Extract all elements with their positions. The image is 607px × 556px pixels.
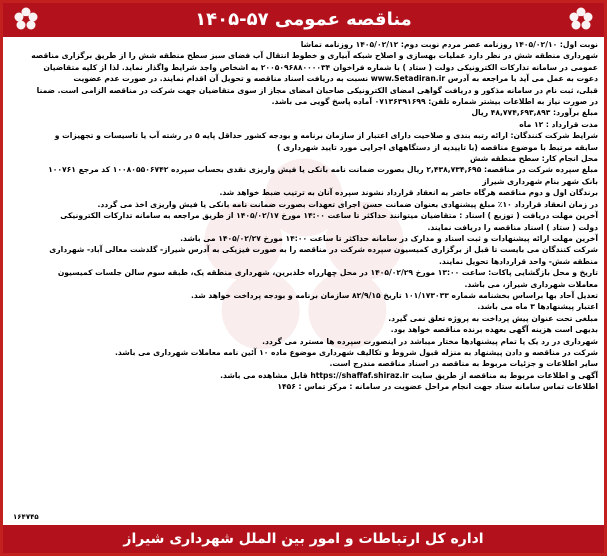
notice-line: تاریخ و محل بازگشایی پاکات: ساعت ۱۳:۰۰ مورخ ۱۴۰۵/۰۲/۲۹ در محل چهارراه خلدبرین، شهرداری منطقه یک، طبقه سوم سالن جلسات کمیسیون (57, 268, 598, 278)
notice-header (3, 3, 604, 37)
notice-line: مبلغ برآورد: ۴۸,۷۷۴,۶۹۳,۸۹۳ ریال (471, 108, 598, 118)
notice-title: مناقصه عمومی ۵۷-۱۴۰۵ (195, 9, 412, 30)
notice-line: دولت ( ستاد ) اسناد مناقصه را دریافت نمایند. (427, 222, 598, 232)
shiraz-municipality-logo-left (11, 6, 41, 34)
notice-line: شرکت در مناقصه و دادن پیشنهاد به منزله قبول شروط و تکالیف شهرداری موضوع ماده ۱۰ آئین نامه معاملات شهرداری می باشد. (115, 347, 598, 357)
notice-line: در زمان انعقاد قرارداد ۱۰٪ مبلغ پیشنهادی بعنوان ضمانت حسن اجرای تعهدات بصورت ضمانت نامه بانکی یا فیش واریزی اخذ می گردد. (97, 199, 598, 209)
notice-line: معاملات شهرداری شیراز، می باشد. (464, 279, 598, 289)
flower-logo-icon (11, 6, 41, 34)
notice-line: برندگان اول و دوم مناقصه هرگاه حاضر به انعقاد قرارداد نشوند سپرده آنان به ترتیب ضبط خواهد شد. (219, 188, 598, 198)
notice-line: شرایط شرکت کنندگان: ارائه رتبه بندی و صلاحیت دارای اعتبار از سازمان برنامه و بودجه کشور حداقل پایه ۵ در رشته آب یا تاسیسات و تجهیزات و (54, 131, 598, 141)
notice-line: اعتبار پیشنهادها ۳ ماه می باشد. (477, 302, 598, 312)
notice-line: شهرداری منطقه شش در نظر دارد عملیات بهسازی و اصلاح شبکه آبیاری و خطوط انتقال آب فضای سبز سطح منطقه شش را از طریق برگزاری مناقصه (31, 51, 598, 61)
notice-line: قبلی، ثبت نام در سامانه مذکور و دریافت گواهی امضای الکترونیکی صاحبان امضای مجاز از سوی متقاضیان جهت شرکت در مناقصه الزامی است. ضمنا (36, 85, 598, 95)
notice-line: عمومی در سامانه تدارکات الکترونیکی دولت ( ستاد ) با شماره فراخوان ۲۰۰۵۰۹۶۸۸۰۰۰۰۳۴ به اشخاص واجد شرایط واگذار نماید. لذا از کلیه متقاضیان (43, 62, 598, 72)
notice-line: بدیهی است هزینه آگهی بعهده برنده مناقصه خواهد بود. (390, 325, 598, 335)
notice-line: مبلغی تحت عنوان پیش پرداخت به پروژه تعلق نمی گیرد. (388, 313, 598, 323)
notice-footer (3, 525, 604, 553)
notice-line: بانک شهر بنام شهرداری شیراز (482, 176, 598, 186)
flower-logo-icon (566, 6, 596, 34)
notice-line: در صورت نیاز به اطلاعات بیشتر شماره تلفن: ۰۷۱۳۶۳۹۱۶۹۹ آماده پاسخ گویی می باشد. (271, 97, 598, 107)
notice-line: اطلاعات تماس سامانه ستاد جهت انجام مراحل عضویت در سامانه : مرکز تماس : ۱۴۵۶ (277, 382, 598, 392)
notice-body (9, 39, 598, 523)
issuer-name: اداره کل ارتباطات و امور بین الملل شهرداری شیراز (123, 531, 484, 547)
notice-line: مدت قرارداد : ۱۲ ماه (519, 119, 598, 129)
notice-line: سایر اطلاعات و جزئیات مربوط به مناقصه در اسناد مناقصه مندرج است. (329, 359, 598, 369)
shiraz-municipality-logo-right (566, 6, 596, 34)
notice-line: مبلغ سپرده شرکت در مناقصه: ۲,۴۳۸,۷۳۴,۶۹۵ ریال بصورت ضمانت نامه بانکی یا فیش واریزی نقدی بحساب سپرده ۱۰۰۸۰۵۵۰۶۷۴۲ کد مرجع ۱۰۰۷۶۱ (48, 165, 598, 175)
notice-line: آخرین مهلت دریافت ( توزیع ) اسناد : متقاضیان میتوانند حداکثر تا ساعت ۱۴:۰۰ مورخ ۱۴۰۵/۰۲/۱۷ از طریق مراجعه به سامانه تدارکات الکترونیکی (60, 211, 598, 221)
notice-line: محل انجام کار: سطح منطقه شش (470, 154, 598, 164)
notice-line: شهرداری در رد یک یا تمام پیشنهادها مختار میباشد در اینصورت سپرده ها مسترد می گردد. (262, 336, 598, 346)
ad-code: ۱۶۴۷۴۵ (13, 513, 39, 521)
notice-line: شرکت کنندگان می بایست تا قبل از برگزاری کمیسیون سپرده شرکت در مناقصه را به صورت فیزیکی به آدرس شیراز- گلدشت معالی آباد- شهرداری (49, 245, 598, 255)
notice-line: منطقه شش- واحد قراردادها تحویل نمایند. (439, 256, 598, 266)
notice-line[interactable]: دعوت به عمل می آید با مراجعه به آدرس www.Setadiran.ir نسبت به دریافت اسناد مناقصه و تحویل آن اقدام نمایند. در صورت عدم عضویت (73, 74, 598, 84)
notice-line: سابقه مرتبط با موضوع مناقصه (با تاییدیه از دستگاههای اجرایی مورد تایید شهرداری ) (277, 142, 598, 152)
notice-line: تعدیل آحاد بها براساس بخشنامه شماره ۱۰۱/۱۷۳۰۳۳ تاریخ ۸۲/۹/۱۵ سازمان برنامه و بودجه پرداخت خواهد شد. (191, 290, 598, 300)
notice-line[interactable]: آگهی و اطلاعات مربوط به مناقصه از طریق سایت https://shaffaf.shiraz.ir قابل مشاهده می باشد. (220, 370, 598, 380)
notice-line: نوبت اول: ۱۴۰۵/۰۲/۱۰ روزنامه عصر مردم نوبت دوم: ۱۴۰۵/۰۲/۱۲ روزنامه تماشا (300, 40, 598, 49)
notice-line: آخرین مهلت ارائه پیشنهادات و ثبت اسناد و مدارک در سامانه حداکثر تا ساعت ۱۴:۰۰ مورخ ۱۴۰۵/۰۲/۲۷ می باشد. (180, 233, 598, 243)
